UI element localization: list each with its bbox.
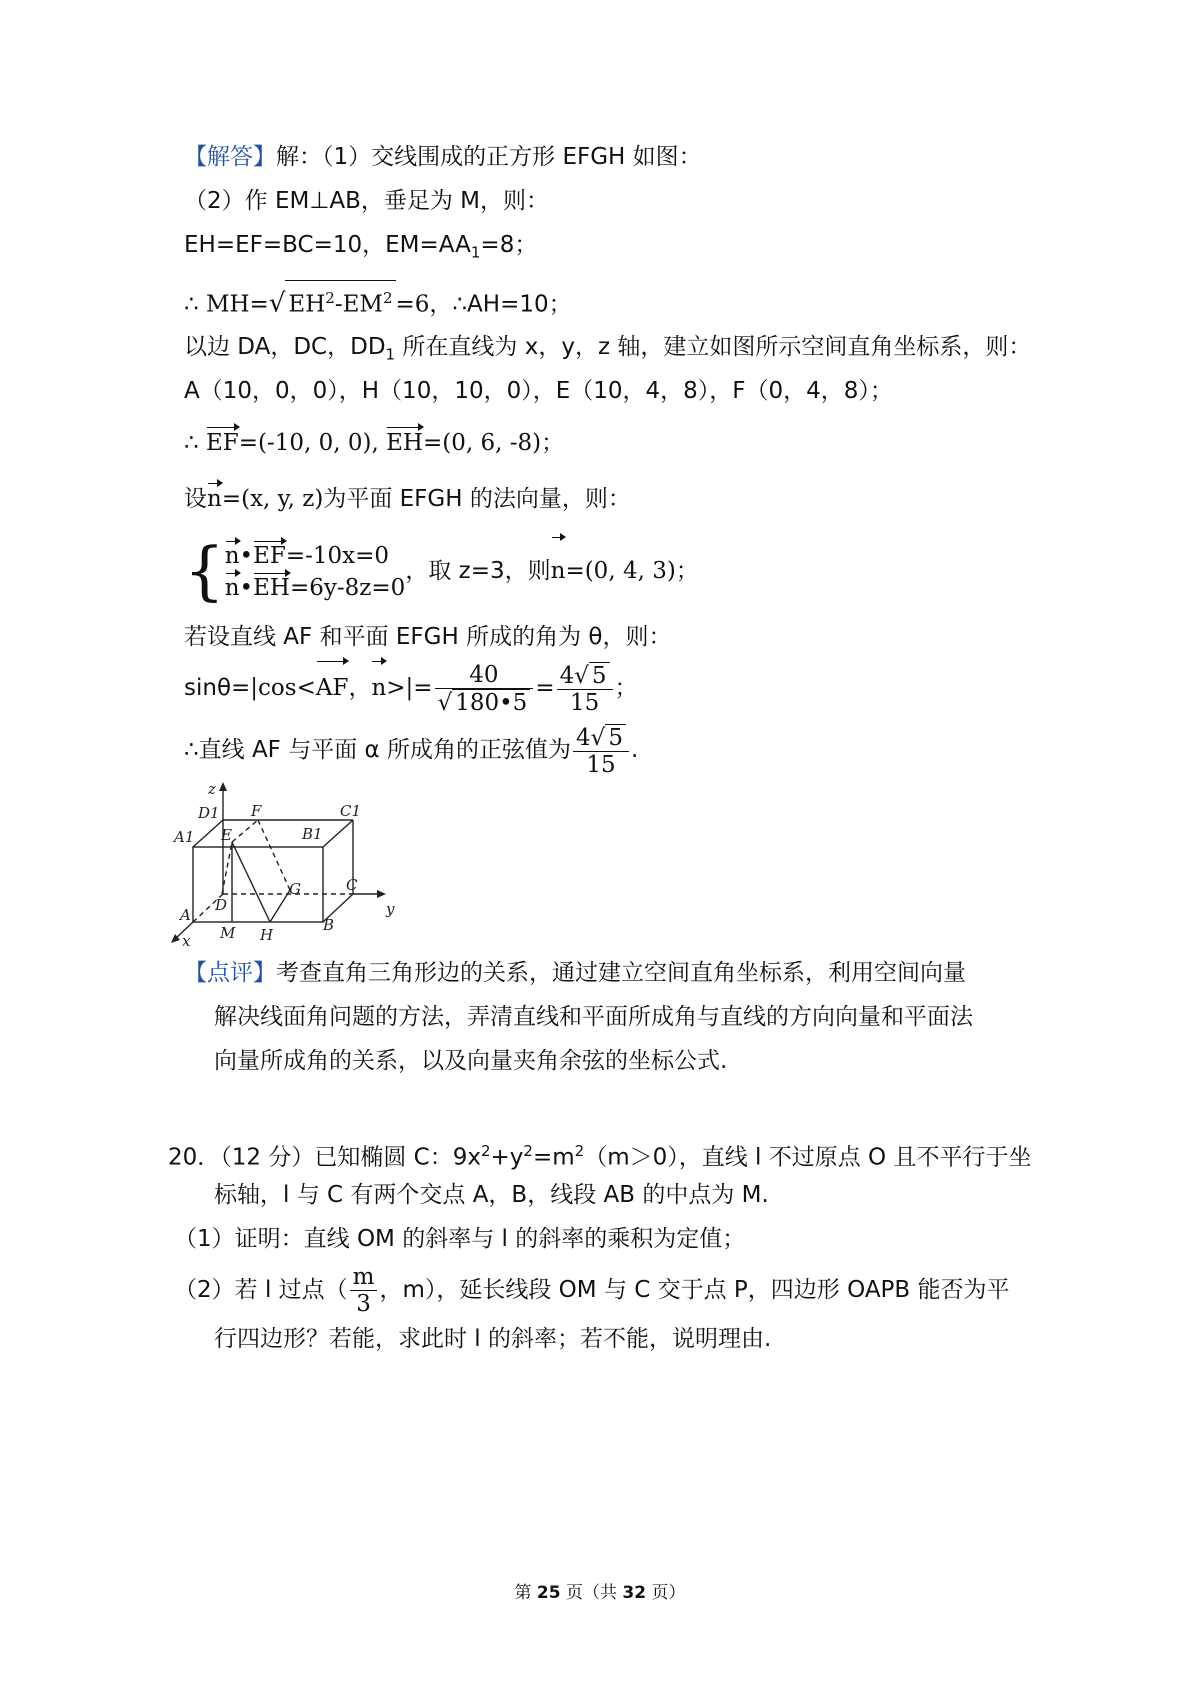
- front-face: [193, 847, 323, 922]
- label-d1: D1: [198, 804, 220, 822]
- label-b: B: [323, 916, 335, 934]
- solution-line-4: ∴ MH=√ $EH^2-EM^2 =6$，∴AH=10；: [184, 280, 572, 322]
- label-c1: C1: [340, 802, 362, 820]
- problem20-line-5: 行四边形？若能，求此时 l 的斜率；若不能，说明理由.: [214, 1326, 772, 1352]
- edge-eh: [232, 842, 270, 922]
- review-line-3: 向量所成角的关系，以及向量夹角余弦的坐标公式.: [214, 1048, 728, 1074]
- label-x: x: [182, 932, 191, 950]
- solution-line-10: 若设直线 AF 和平面 EFGH 所成的角为 θ，则：: [184, 624, 672, 650]
- solution-line-2: （2）作 EM⊥AB，垂足为 M，则：: [184, 188, 550, 214]
- solution-line-6: A（10，0，0），H（10，10，0），E（10，4，8），F（0，4，8）；: [184, 378, 893, 404]
- solution-line-7: ∴ EF=(-10, 0, 0), EH=(0, 6, -8)；: [184, 426, 564, 460]
- equation-system: n•EF=-10x=0 n•EH=6y-8z=0: [225, 540, 406, 604]
- hidden-edge: [232, 820, 258, 842]
- sqrt-mh: $EH^2-EM^2$: [285, 280, 395, 322]
- label-d: D: [215, 896, 228, 914]
- solution-line-3: EH=EF=BC=10，$EM=AA_1=8$；: [184, 232, 538, 262]
- edge: [193, 820, 223, 847]
- vector-n: n: [207, 482, 222, 516]
- label-a: A: [180, 906, 191, 924]
- label-e: E: [221, 826, 232, 844]
- label-z: z: [208, 782, 216, 798]
- problem20-line-4: （2）若 l 过点（ $\frac{m}{3}$ ，m），延长线段 OM 与 C 交于点 P，四边形 OAPB 能否为平: [174, 1264, 1010, 1317]
- vector-ef: EF: [206, 426, 239, 460]
- problem20-line-2: 标轴，l 与 C 有两个交点 A，B，线段 AB 的中点为 M.: [214, 1182, 769, 1208]
- vector-eh: EH: [386, 426, 423, 460]
- label-c: C: [346, 876, 358, 894]
- edge: [323, 820, 353, 847]
- solution-line-8: 设n=(x, y, z)为平面 EFGH 的法向量，则：: [184, 482, 631, 516]
- label-f: F: [251, 802, 262, 820]
- review-tag: 【点评】: [184, 960, 276, 986]
- label-b1: B1: [302, 825, 323, 843]
- solution-line-12: ∴直线 AF 与平面 α 所成角的正弦值为 $\frac{4√ 5}{15}$ .: [184, 724, 639, 778]
- y-arrow: [377, 890, 386, 898]
- label-m: M: [220, 924, 236, 942]
- solution-system: { n•EF=-10x=0 n•EH=6y-8z=0 ，取 z=3，则n=(0, 4, 3)；: [184, 534, 699, 609]
- fraction-m-3: $\frac{m}{3}$: [350, 1264, 378, 1317]
- fraction-4root5-15: $\frac{4√ 5}{15}$: [557, 662, 613, 716]
- problem20-line-3: （1）证明：直线 OM 的斜率与 l 的斜率的乘积为定值；: [174, 1226, 746, 1252]
- left-brace: {: [184, 534, 225, 609]
- solution-tag: 【解答】: [184, 144, 276, 170]
- review-line-1: 【点评】考查直角三角形边的关系，通过建立空间直角坐标系，利用空间向量: [184, 960, 966, 986]
- label-h: H: [260, 926, 274, 944]
- page-footer: 第 25 页（共 32 页）: [514, 1583, 686, 1603]
- label-a1: A1: [174, 828, 195, 846]
- fraction-answer: $\frac{4√ 5}{15}$: [573, 724, 629, 778]
- solution-line-1: 【解答】解：（1）交线围成的正方形 EFGH 如图：: [184, 144, 702, 170]
- z-arrow: [219, 782, 227, 791]
- label-y: y: [386, 900, 395, 918]
- solution-line-11: sinθ=|cos<AF，n>|= $\frac{40}{√ 180•5}$ = $\frac{4√ 5}{15}$ ；: [184, 661, 638, 716]
- problem20-line-1: 20．（12 分）已知椭圆 C：$9x^2+y^2=m^2(m>0)$，直线 l 不过原点 O 且不平行于坐: [168, 1142, 1032, 1171]
- label-g: G: [289, 880, 301, 898]
- page-total: 32: [622, 1583, 647, 1603]
- fraction-40: $\frac{40}{√ 180•5}$: [435, 662, 534, 716]
- page-number: 25: [536, 1583, 561, 1603]
- solution-line-5: 以边 DA，DC，$DD_1$ 所在直线为 x，y，z 轴，建立如图所示空间直角坐标系，则：: [184, 334, 1032, 364]
- edge-hg: [270, 890, 290, 922]
- cuboid-figure: [160, 782, 400, 952]
- review-line-2: 解决线面角问题的方法，弄清直线和平面所成角与直线的方向向量和平面法: [214, 1004, 973, 1030]
- hidden-edge: [258, 820, 290, 890]
